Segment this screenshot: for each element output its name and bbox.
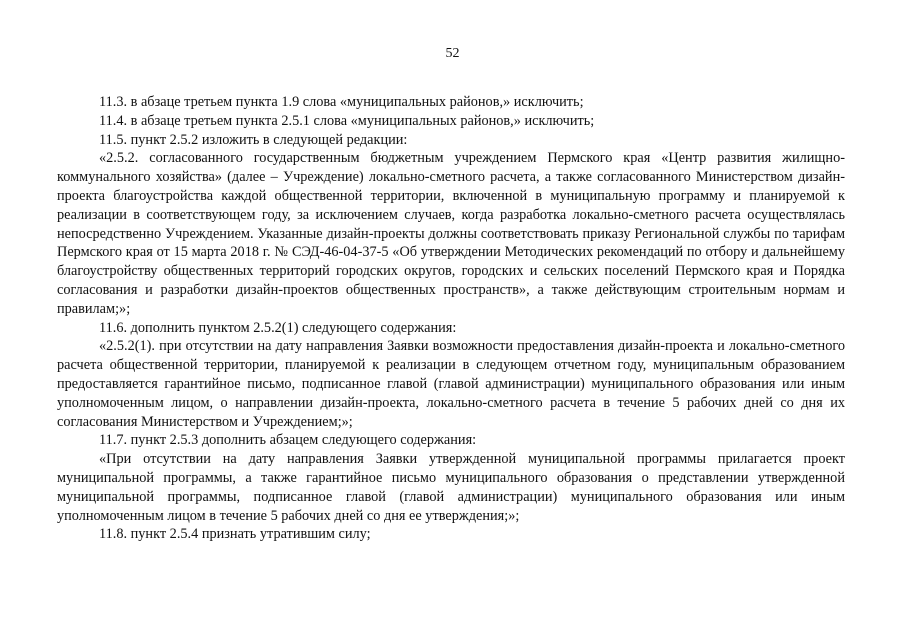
paragraph-11-7: 11.7. пункт 2.5.3 дополнить абзацем следующего содержания: xyxy=(99,432,477,449)
paragraph-11-8: 11.8. пункт 2.5.4 признать утратившим силу; xyxy=(99,526,371,543)
paragraph-2-5-2-text: «2.5.2. согласованного государственным бюджетным учреждением Пермского края «Центр развития жилищно-коммунального хозяйства» (далее – Учреждение) локально-сметного расчета, а также согласованного Министерством дизайн-проекта благоустройства каждой общественной территории, включенной в муниципальную программу и планируемой к реализации в соответствующем году, за исключением случаев, когда разработка локально-сметного расчета осуществлялась непосредственно Учреждением. Указанные дизайн-проекты должны соответствовать приказу Региональной службы по тарифам Пермского края от 15 марта 2018 г. № СЭД-46-04-37-5 «Об утверждении Методических рекомендаций по отбору и дальнейшему благоустройству общественных территорий городских округов, городских и сельских поселений Пермского края и Порядка согласования и разработки дизайн-проектов общественных пространств», а также действующим строительным нормам и правилам;»; xyxy=(57,150,845,317)
page-number: 52 xyxy=(445,46,460,61)
paragraph-2-5-3-addition: «При отсутствии на дату направления Заявки утвержденной муниципальной программы прилагается проект муниципальной программы, а также гарантийное письмо муниципального образования о представлении утвержденной муниципальной программы, подписанное главой (главой администрации) муниципального образования или иным уполномоченным лицом в течение 5 рабочих дней со дня ее утверждения;»; xyxy=(57,451,845,524)
document-body xyxy=(57,93,845,544)
paragraph-11-6: 11.6. дополнить пунктом 2.5.2(1) следующего содержания: xyxy=(99,319,457,336)
paragraph-11-5: 11.5. пункт 2.5.2 изложить в следующей редакции: xyxy=(99,131,408,148)
paragraph-11-4: 11.4. в абзаце третьем пункта 2.5.1 слова «муниципальных районов,» исключить; xyxy=(99,112,595,129)
paragraph-2-5-2-1-text: «2.5.2(1). при отсутствии на дату направления Заявки возможности предоставления дизайн-проекта и локально-сметного расчета общественной территории, планируемой к реализации в следующем отчетном году, муниципальным образованием предоставляется гарантийное письмо, подписанное главой (главой администрации) муниципального образования или иным уполномоченным лицом, о направлении дизайн-проекта, локально-сметного расчета в течение 5 рабочих дней со дня их согласования Министерством и Учреждением;»; xyxy=(57,338,845,430)
paragraph-11-3: 11.3. в абзаце третьем пункта 1.9 слова «муниципальных районов,» исключить; xyxy=(99,94,584,110)
